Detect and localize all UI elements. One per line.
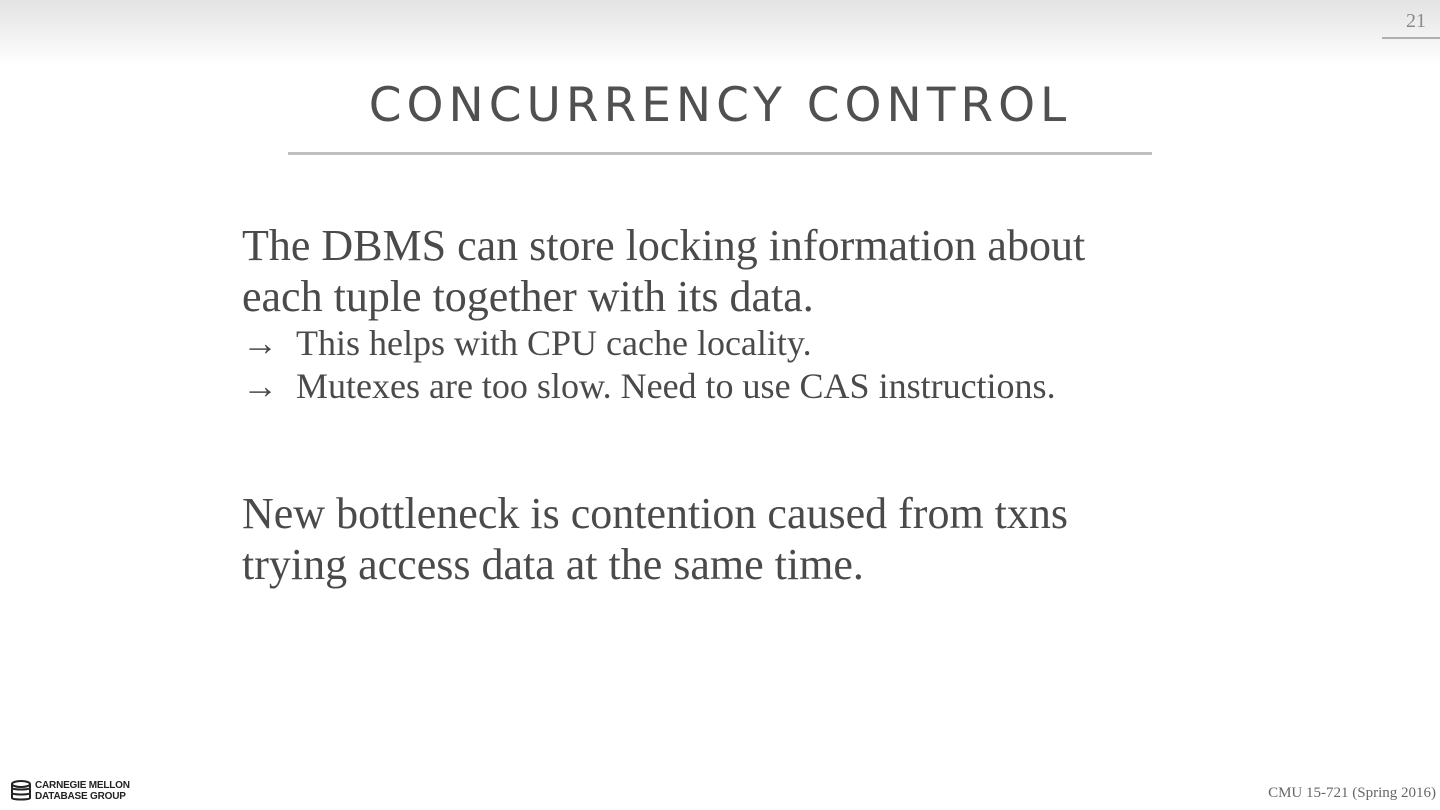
sub-point-1-text: This helps with CPU cache locality.: [296, 323, 812, 363]
sub-point-1: [242, 322, 1222, 365]
main-point-2: [242, 488, 1222, 590]
title-divider: [288, 152, 1152, 155]
slide-content: [242, 220, 1222, 590]
sub-point-2: [242, 365, 1222, 408]
page-number: 21: [1406, 10, 1426, 32]
page-number-rule: [1382, 37, 1440, 39]
header-band: [0, 0, 1440, 64]
slide-title: CONCURRENCY CONTROL: [368, 78, 1072, 133]
spacer: [242, 408, 1222, 488]
database-stack-icon: [10, 780, 32, 802]
main-point-1-line-1: The DBMS can store locking information about: [242, 221, 1086, 270]
main-point-1: [242, 220, 1222, 322]
main-point-1-line-2: each tuple together with its data.: [242, 272, 814, 321]
main-point-2-line-1: New bottleneck is contention caused from txns: [242, 489, 1069, 538]
arrow-right-icon: →: [242, 366, 278, 406]
main-point-2-line-2: trying access data at the same time.: [242, 540, 864, 589]
logo-line-1: CARNEGIE MELLON: [35, 780, 130, 791]
cmu-db-logo: [10, 780, 130, 802]
logo-text: [35, 780, 130, 802]
course-label: CMU 15-721 (Spring 2016): [1268, 785, 1436, 801]
sub-point-2-text: Mutexes are too slow. Need to use CAS instructions.: [296, 366, 1056, 406]
arrow-right-icon: →: [242, 323, 278, 363]
logo-line-2: DATABASE GROUP: [35, 791, 126, 802]
